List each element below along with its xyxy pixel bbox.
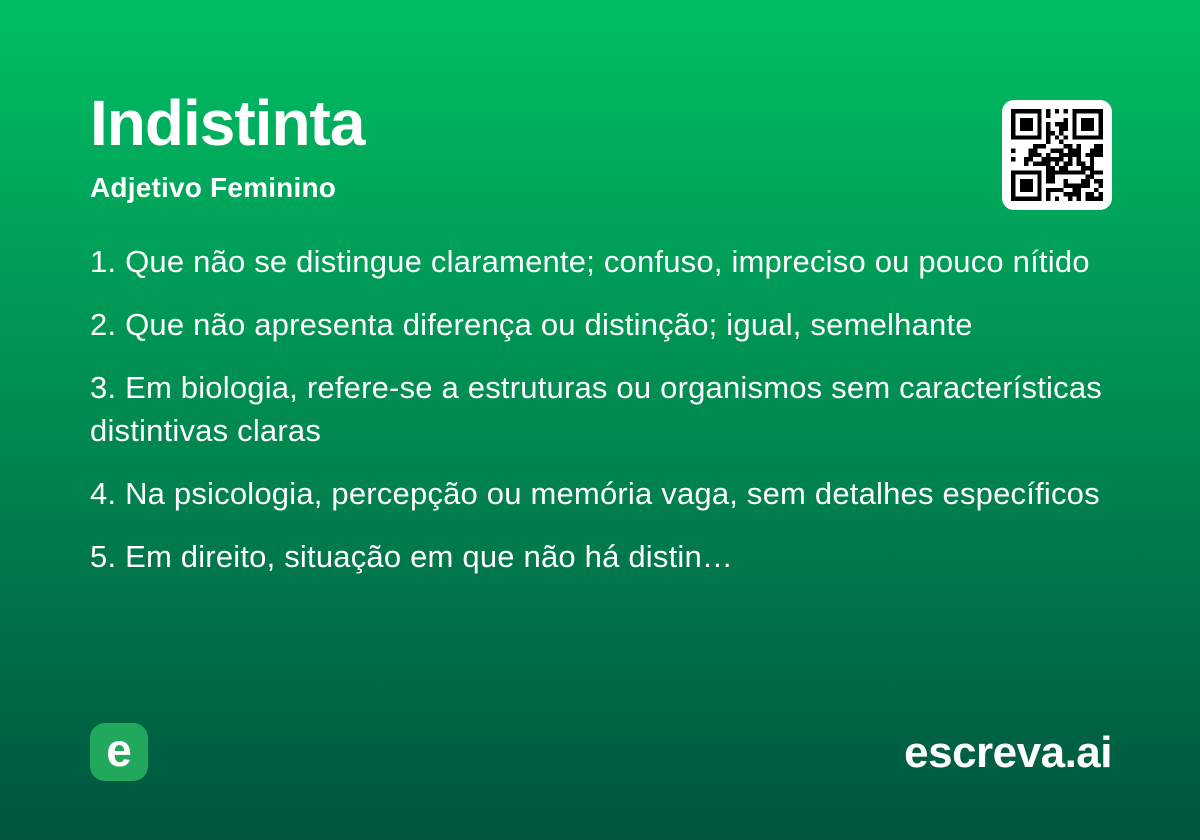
- definition-item: 5. Em direito, situação em que não há distin…: [90, 539, 734, 574]
- brand-logo-icon: [90, 723, 148, 781]
- qr-code-pattern: [1011, 109, 1103, 201]
- brand-name: escreva.ai: [904, 728, 1112, 777]
- card-footer: [0, 722, 1200, 782]
- qr-code-icon: [1002, 100, 1112, 210]
- definition-item: 4. Na psicologia, percepção ou memória vaga, sem detalhes específicos: [90, 476, 1100, 511]
- card-header: [90, 88, 364, 204]
- word-title: Indistinta: [90, 87, 365, 159]
- definition-item: 1. Que não se distingue claramente; confuso, impreciso ou pouco nítido: [90, 244, 1090, 279]
- brand-logo-letter: e: [106, 724, 132, 776]
- word-grammar-class: Adjetivo Feminino: [90, 172, 337, 204]
- definitions-list: [90, 240, 1120, 598]
- definition-item: 3. Em biologia, refere-se a estruturas ou organismos sem características distintivas claras: [90, 370, 1102, 448]
- definition-item: 2. Que não apresenta diferença ou distinção; igual, semelhante: [90, 307, 973, 342]
